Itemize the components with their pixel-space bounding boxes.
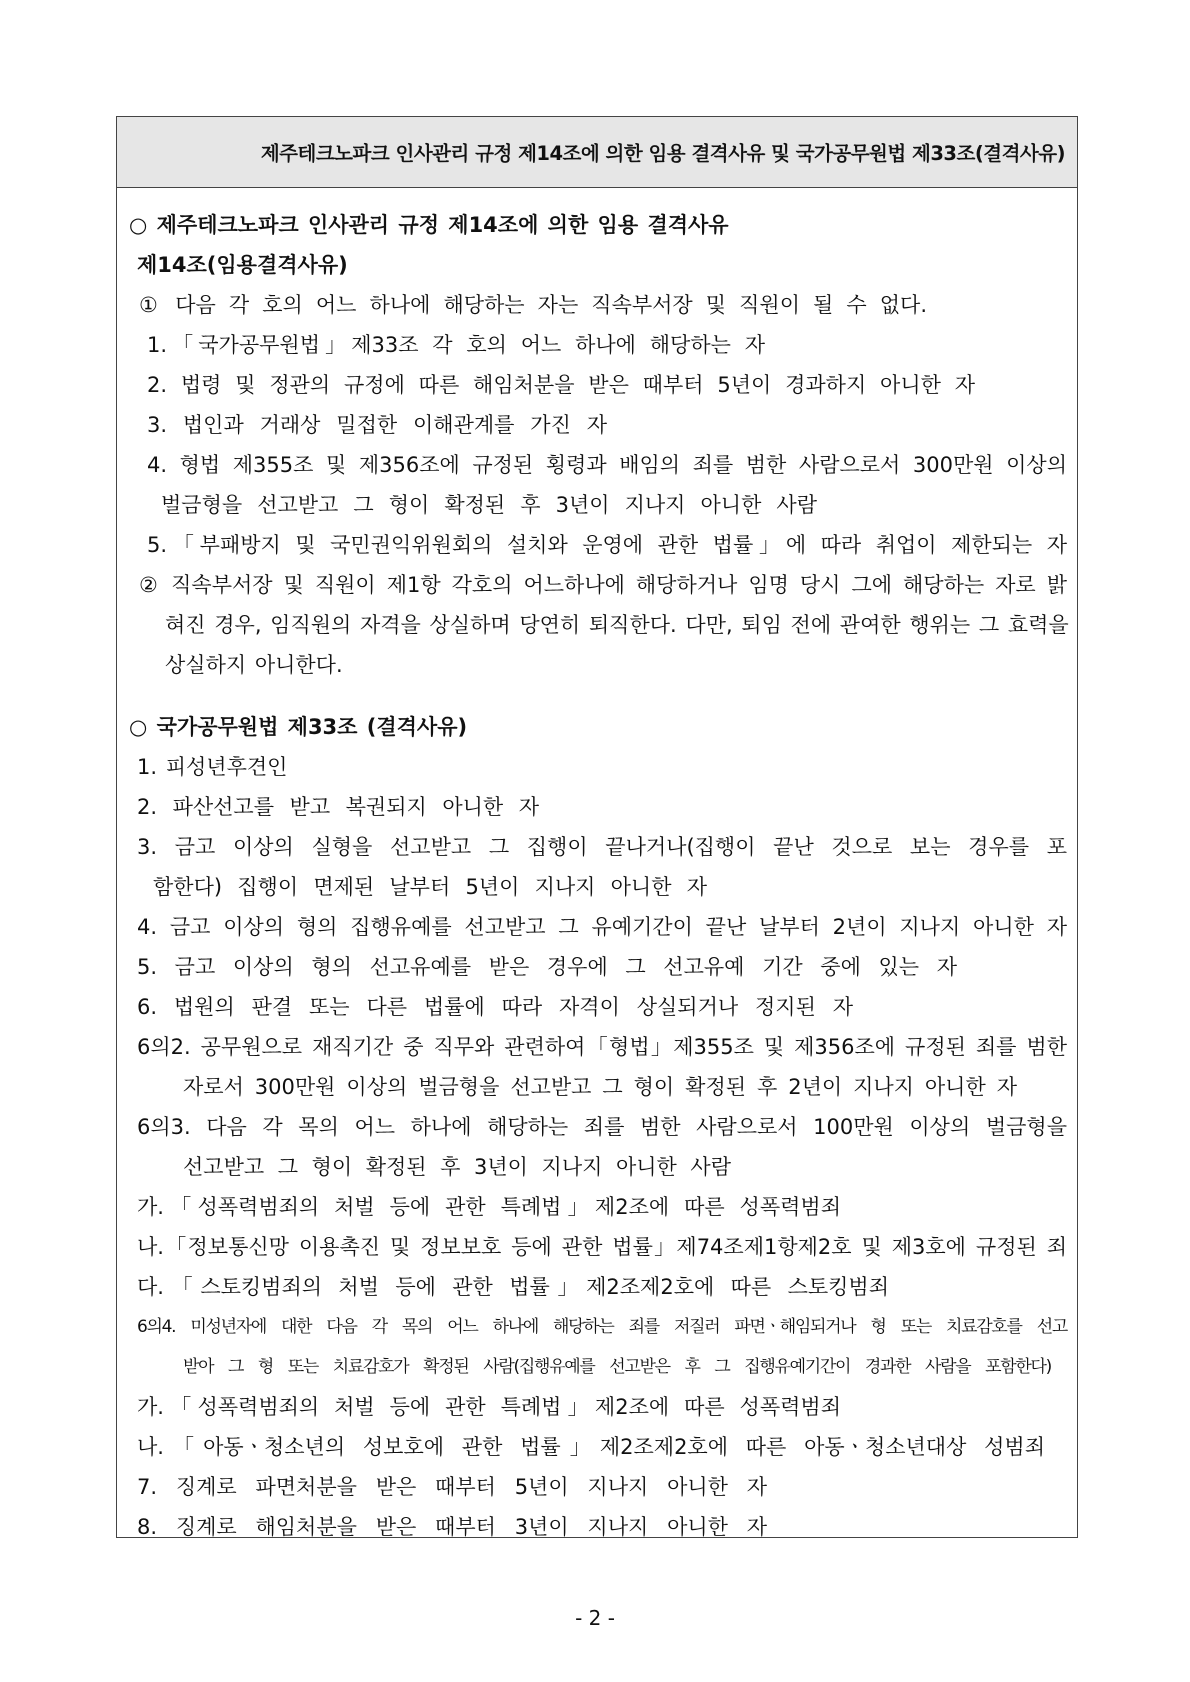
law-line-3: 3. 금고 이상의 실형을 선고받고 그 집행이 끝나거나(집행이 끝난 것으로 보는 경우를 포 bbox=[137, 835, 1067, 859]
law-line-8: 8. 징계로 해임처분을 받은 때부터 3년이 지나지 아니한 자 bbox=[137, 1515, 767, 1539]
law-line-4: 4. 금고 이상의 형의 집행유예를 선고받고 그 유예기간이 끝난 날부터 2년이 지나지 아니한 자 bbox=[137, 915, 1067, 939]
law-line-6-2-cont: 자로서 300만원 이상의 벌금형을 선고받고 그 형이 확정된 후 2년이 지나지 아니한 자 bbox=[183, 1075, 1017, 1099]
item-5: 5.「부패방지 및 국민권익위원회의 설치와 운영에 관한 법률」에 따라 취업이 제한되는 자 bbox=[147, 533, 1067, 557]
law-line-6-4: 6의4. 미성년자에 대한 다음 각 목의 어느 하나에 해당하는 죄를 저질러 파면ㆍ해임되거나 형 또는 치료감호를 선고 bbox=[137, 1317, 1067, 1337]
law-line-1: 1. 피성년후견인 bbox=[137, 755, 288, 779]
section2-heading: ○ 국가공무원법 제33조 (결격사유) bbox=[129, 715, 468, 739]
paragraph-1: ① 다음 각 호의 어느 하나에 해당하는 자는 직속부서장 및 직원이 될 수 없다. bbox=[139, 293, 927, 317]
law-line-3-cont: 함한다) 집행이 면제된 날부터 5년이 지나지 아니한 자 bbox=[153, 875, 707, 899]
law-line-7: 7. 징계로 파면처분을 받은 때부터 5년이 지나지 아니한 자 bbox=[137, 1475, 767, 1499]
item-2: 2. 법령 및 정관의 규정에 따른 해임처분을 받은 때부터 5년이 경과하지 아니한 자 bbox=[147, 373, 975, 397]
paragraph-2-line-1: ② 직속부서장 및 직원이 제1항 각호의 어느하나에 해당하거나 임명 당시 그에 해당하는 자로 밝 bbox=[139, 573, 1067, 597]
law-line-6-3: 6의3. 다음 각 목의 어느 하나에 해당하는 죄를 범한 사람으로서 100만원 이상의 벌금형을 bbox=[137, 1115, 1067, 1139]
item-1: 1.「국가공무원법」제33조 각 호의 어느 하나에 해당하는 자 bbox=[147, 333, 765, 357]
header-title: 제주테크노파크 인사관리 규정 제14조에 의한 임용 결격사유 및 국가공무원법 제33조(결격사유) bbox=[260, 142, 1065, 165]
law-line-6-3-na: 나.「정보통신망 이용촉진 및 정보보호 등에 관한 법률」제74조제1항제2호 및 제3호에 규정된 죄 bbox=[137, 1235, 1067, 1259]
document-header bbox=[117, 117, 1077, 188]
law-line-2: 2. 파산선고를 받고 복권되지 아니한 자 bbox=[137, 795, 539, 819]
law-line-6: 6. 법원의 판결 또는 다른 법률에 따라 자격이 상실되거나 정지된 자 bbox=[137, 995, 853, 1019]
law-line-6-2: 6의2. 공무원으로 재직기간 중 직무와 관련하여「형법」제355조 및 제356조에 규정된 죄를 범한 bbox=[137, 1035, 1068, 1059]
page-number: - 2 - bbox=[575, 1606, 615, 1630]
law-line-6-4-na: 나.「아동ㆍ청소년의 성보호에 관한 법률」제2조제2호에 따른 아동ㆍ청소년대상 성범죄 bbox=[137, 1435, 1045, 1459]
law-line-6-3-ga: 가.「성폭력범죄의 처벌 등에 관한 특례법」제2조에 따른 성폭력범죄 bbox=[137, 1195, 841, 1219]
paragraph-2-line-3: 상실하지 아니한다. bbox=[165, 653, 343, 677]
item-3: 3. 법인과 거래상 밀접한 이해관계를 가진 자 bbox=[147, 413, 607, 437]
law-line-6-3-cont: 선고받고 그 형이 확정된 후 3년이 지나지 아니한 사람 bbox=[183, 1155, 731, 1179]
law-line-5: 5. 금고 이상의 형의 선고유예를 받은 경우에 그 선고유예 기간 중에 있는 자 bbox=[137, 955, 957, 979]
article-title: 제14조(임용결격사유) bbox=[137, 253, 348, 277]
item-4-cont: 벌금형을 선고받고 그 형이 확정된 후 3년이 지나지 아니한 사람 bbox=[161, 493, 817, 517]
law-line-6-3-da: 다.「스토킹범죄의 처벌 등에 관한 법률」제2조제2호에 따른 스토킹범죄 bbox=[137, 1275, 889, 1299]
law-line-6-4-ga: 가.「성폭력범죄의 처벌 등에 관한 특례법」제2조에 따른 성폭력범죄 bbox=[137, 1395, 841, 1419]
section1-heading: ○ 제주테크노파크 인사관리 규정 제14조에 의한 임용 결격사유 bbox=[129, 213, 729, 237]
law-line-6-4-cont: 받아 그 형 또는 치료감호가 확정된 사람(집행유예를 선고받은 후 그 집행유예기간이 경과한 사람을 포함한다) bbox=[183, 1357, 1051, 1377]
paragraph-2-line-2: 혀진 경우, 임직원의 자격을 상실하며 당연히 퇴직한다. 다만, 퇴임 전에 관여한 행위는 그 효력을 bbox=[165, 613, 1069, 637]
document-box bbox=[116, 116, 1078, 1538]
item-4: 4. 형법 제355조 및 제356조에 규정된 횡령과 배임의 죄를 범한 사람으로서 300만원 이상의 bbox=[147, 453, 1067, 477]
